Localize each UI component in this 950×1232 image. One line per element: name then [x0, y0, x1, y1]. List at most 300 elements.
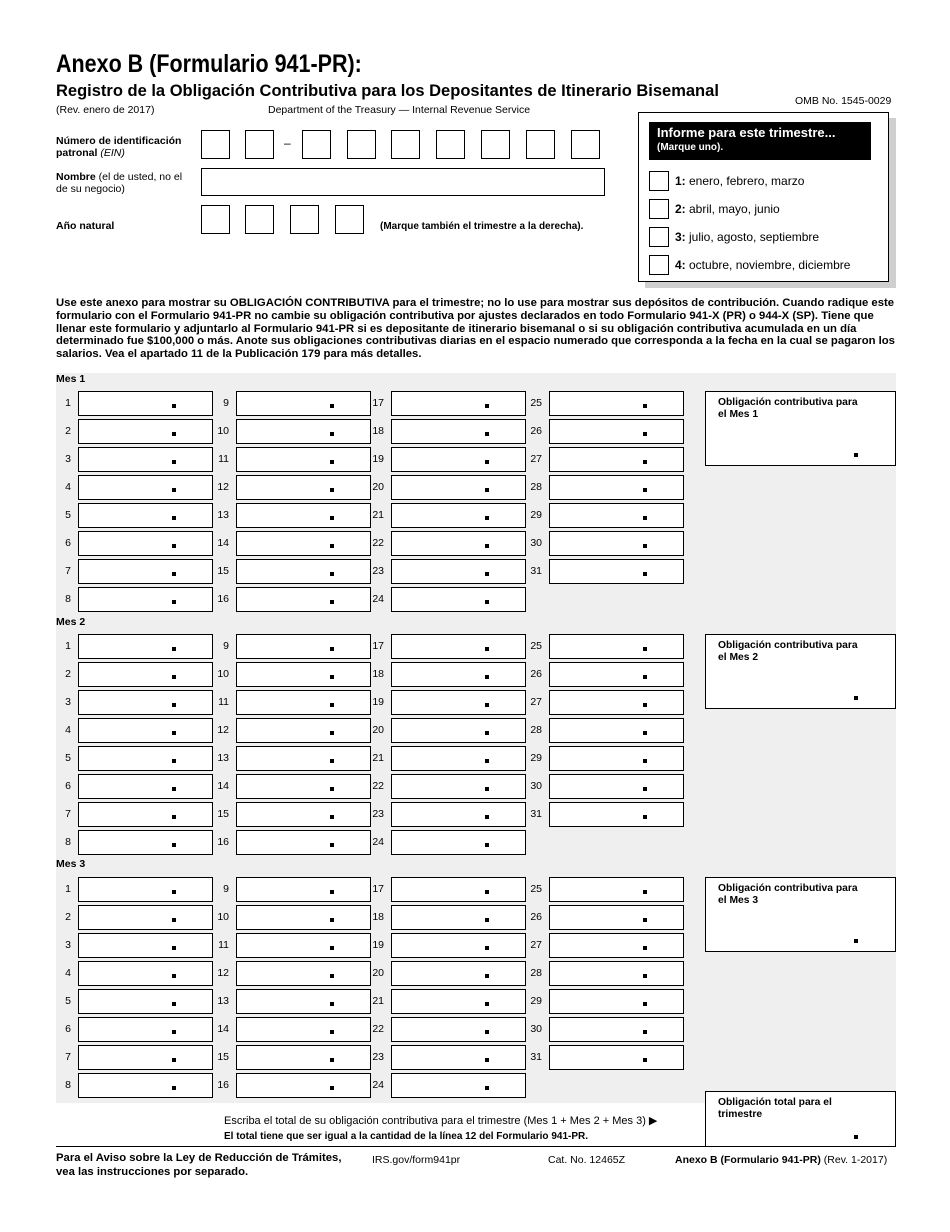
day-amount-input[interactable] — [78, 933, 213, 958]
day-amount-input[interactable] — [391, 877, 526, 902]
ein-digit-input[interactable] — [526, 130, 555, 159]
day-amount-input[interactable] — [78, 447, 213, 472]
day-number: 7 — [65, 808, 71, 820]
quarter-header — [649, 122, 871, 160]
day-amount-input[interactable] — [78, 503, 213, 528]
day-number: 31 — [530, 1051, 542, 1063]
decimal-dot — [330, 843, 334, 847]
day-amount-input[interactable] — [78, 746, 213, 771]
decimal-dot — [485, 974, 489, 978]
decimal-dot — [172, 1030, 176, 1034]
decimal-dot — [854, 696, 858, 700]
day-number: 2 — [65, 668, 71, 680]
day-amount-input[interactable] — [391, 447, 526, 472]
decimal-dot — [330, 404, 334, 408]
day-number: 9 — [223, 640, 229, 652]
day-number: 25 — [530, 640, 542, 652]
decimal-dot — [330, 1030, 334, 1034]
decimal-dot — [643, 946, 647, 950]
day-number: 13 — [217, 995, 229, 1007]
day-amount-input[interactable] — [78, 774, 213, 799]
decimal-dot — [485, 843, 489, 847]
day-number: 24 — [372, 593, 384, 605]
decimal-dot — [485, 572, 489, 576]
decimal-dot — [643, 460, 647, 464]
day-amount-input[interactable] — [236, 587, 371, 612]
day-number: 24 — [372, 836, 384, 848]
decimal-dot — [485, 815, 489, 819]
day-number: 26 — [530, 911, 542, 923]
day-amount-input[interactable] — [391, 559, 526, 584]
total-note: El total tiene que ser igual a la cantidad de la línea 12 del Formulario 941-PR. — [224, 1131, 588, 1142]
decimal-dot — [172, 516, 176, 520]
day-number: 21 — [372, 752, 384, 764]
day-amount-input[interactable] — [236, 1073, 371, 1098]
day-number: 23 — [372, 808, 384, 820]
day-amount-input[interactable] — [391, 531, 526, 556]
decimal-dot — [643, 890, 647, 894]
day-number: 7 — [65, 1051, 71, 1063]
decimal-dot — [172, 404, 176, 408]
year-digit-input[interactable] — [290, 205, 319, 234]
instructions-paragraph: Use este anexo para mostrar su OBLIGACIÓN CONTRIBUTIVA para el trimestre; no lo use para mostrar sus depósitos de contribución. Cuando radique este formulario con el Formulario 941-PR no cambie su obligación contributiva por ajustes declarados en todo Formulario 941-X (PR) o 944-X (SP). Tiene que llenar este formulario y adjuntarlo al Formulario 941-PR si es depositante de itinerario bisemanal o si su obligación contributiva acumulada en un día determinado fue $100,000 o más. Anote sus obligaciones contributivas diarias en el espacio numerado que corresponda a la fecha en la cual se pagaron los salarios. Vea el apartado 11 de la Publicación 179 para más detalles. — [56, 297, 895, 361]
decimal-dot — [485, 516, 489, 520]
quarter-subtitle: (Marque uno). — [657, 142, 724, 153]
day-number: 24 — [372, 1079, 384, 1091]
decimal-dot — [330, 544, 334, 548]
day-amount-input[interactable] — [236, 634, 371, 659]
decimal-dot — [485, 1002, 489, 1006]
decimal-dot — [172, 488, 176, 492]
decimal-dot — [854, 453, 858, 457]
day-amount-input[interactable] — [391, 419, 526, 444]
decimal-dot — [330, 488, 334, 492]
decimal-dot — [854, 939, 858, 943]
decimal-dot — [643, 1002, 647, 1006]
day-amount-input[interactable] — [236, 933, 371, 958]
day-amount-input[interactable] — [236, 503, 371, 528]
day-amount-input[interactable] — [78, 475, 213, 500]
day-number: 23 — [372, 1051, 384, 1063]
day-number: 4 — [65, 481, 71, 493]
day-amount-input[interactable] — [78, 989, 213, 1014]
quarter-checkbox[interactable] — [649, 171, 669, 191]
day-number: 12 — [217, 967, 229, 979]
day-number: 29 — [530, 995, 542, 1007]
day-amount-input[interactable] — [549, 419, 684, 444]
decimal-dot — [643, 918, 647, 922]
ein-digit-input[interactable] — [347, 130, 376, 159]
day-number: 17 — [372, 640, 384, 652]
quarter-checkbox[interactable] — [649, 255, 669, 275]
day-number: 8 — [65, 593, 71, 605]
day-amount-input[interactable] — [391, 961, 526, 986]
day-amount-input[interactable] — [78, 587, 213, 612]
day-number: 14 — [217, 537, 229, 549]
day-number: 3 — [65, 453, 71, 465]
decimal-dot — [485, 675, 489, 679]
decimal-dot — [330, 675, 334, 679]
ein-digit-input[interactable] — [302, 130, 331, 159]
decimal-dot — [643, 488, 647, 492]
day-amount-input[interactable] — [391, 1017, 526, 1042]
day-amount-input[interactable] — [549, 447, 684, 472]
day-amount-input[interactable] — [78, 802, 213, 827]
quarter-title: Informe para este trimestre... — [657, 125, 836, 140]
day-amount-input[interactable] — [391, 830, 526, 855]
quarter-option-4[interactable] — [649, 255, 850, 275]
department: Department of the Treasury — Internal Revenue Service — [268, 104, 531, 116]
day-amount-input[interactable] — [391, 989, 526, 1014]
day-number: 9 — [223, 397, 229, 409]
quarter-checkbox[interactable] — [649, 227, 669, 247]
day-amount-input[interactable] — [236, 961, 371, 986]
decimal-dot — [330, 572, 334, 576]
day-number: 11 — [218, 696, 229, 708]
decimal-dot — [643, 1030, 647, 1034]
day-amount-input[interactable] — [78, 419, 213, 444]
day-amount-input[interactable] — [549, 746, 684, 771]
day-number: 9 — [223, 883, 229, 895]
day-number: 26 — [530, 668, 542, 680]
decimal-dot — [854, 1135, 858, 1139]
day-amount-input[interactable] — [391, 1073, 526, 1098]
decimal-dot — [330, 787, 334, 791]
month-total-input[interactable] — [705, 634, 896, 709]
day-amount-input[interactable] — [78, 905, 213, 930]
day-amount-input[interactable] — [549, 391, 684, 416]
quarter-checkbox[interactable] — [649, 199, 669, 219]
arrow-right-icon: ▶ — [648, 1115, 658, 1127]
quarter-option-label: 1: enero, febrero, marzo — [675, 174, 805, 188]
ein-dash: – — [284, 136, 291, 150]
day-amount-input[interactable] — [78, 1073, 213, 1098]
day-number: 6 — [65, 537, 71, 549]
day-amount-input[interactable] — [549, 877, 684, 902]
day-amount-input[interactable] — [549, 559, 684, 584]
day-number: 6 — [65, 780, 71, 792]
month-total-label: Obligación contributiva para el Mes 1 — [718, 397, 858, 420]
day-amount-input[interactable] — [236, 746, 371, 771]
ein-digit-input[interactable] — [481, 130, 510, 159]
decimal-dot — [330, 432, 334, 436]
day-number: 16 — [217, 1079, 229, 1091]
day-amount-input[interactable] — [236, 718, 371, 743]
day-amount-input[interactable] — [391, 774, 526, 799]
day-number: 3 — [65, 696, 71, 708]
day-number: 19 — [372, 453, 384, 465]
day-amount-input[interactable] — [236, 475, 371, 500]
ein-digit-input[interactable] — [571, 130, 600, 159]
day-number: 5 — [65, 752, 71, 764]
decimal-dot — [172, 815, 176, 819]
form-title: Anexo B (Formulario 941-PR): — [56, 50, 362, 78]
year-digit-input[interactable] — [201, 205, 230, 234]
day-amount-input[interactable] — [236, 447, 371, 472]
day-amount-input[interactable] — [549, 1017, 684, 1042]
day-amount-input[interactable] — [78, 531, 213, 556]
decimal-dot — [172, 974, 176, 978]
month-total-input[interactable] — [705, 391, 896, 466]
decimal-dot — [330, 600, 334, 604]
day-number: 13 — [217, 509, 229, 521]
total-instruction: Escriba el total de su obligación contributiva para el trimestre (Mes 1 + Mes 2 + Mes 3) ▶ — [224, 1115, 658, 1127]
day-number: 4 — [65, 967, 71, 979]
decimal-dot — [485, 946, 489, 950]
decimal-dot — [330, 815, 334, 819]
form-subtitle: Registro de la Obligación Contributiva para los Depositantes de Itinerario Bisemanal — [56, 82, 719, 100]
footer-rule — [56, 1146, 896, 1147]
year-label: Año natural — [56, 220, 115, 232]
decimal-dot — [643, 675, 647, 679]
decimal-dot — [485, 647, 489, 651]
month-label: Mes 3 — [56, 858, 86, 870]
day-amount-input[interactable] — [391, 587, 526, 612]
day-amount-input[interactable] — [391, 690, 526, 715]
day-amount-input[interactable] — [236, 1045, 371, 1070]
day-amount-input[interactable] — [391, 746, 526, 771]
day-number: 15 — [217, 808, 229, 820]
ein-digit-input[interactable] — [245, 130, 274, 159]
decimal-dot — [643, 787, 647, 791]
paperwork-notice: Para el Aviso sobre la Ley de Reducción de Trámites, vea las instrucciones por separado. — [56, 1152, 342, 1178]
ein-digit-input[interactable] — [201, 130, 230, 159]
quarter-option-1[interactable] — [649, 171, 804, 191]
decimal-dot — [485, 1030, 489, 1034]
day-number: 20 — [372, 724, 384, 736]
decimal-dot — [485, 544, 489, 548]
revision-date: (Rev. enero de 2017) — [56, 104, 155, 116]
decimal-dot — [643, 516, 647, 520]
day-number: 2 — [65, 425, 71, 437]
decimal-dot — [330, 731, 334, 735]
day-number: 19 — [372, 939, 384, 951]
day-amount-input[interactable] — [236, 1017, 371, 1042]
day-amount-input[interactable] — [78, 634, 213, 659]
day-number: 27 — [530, 453, 542, 465]
day-amount-input[interactable] — [391, 933, 526, 958]
decimal-dot — [172, 1002, 176, 1006]
decimal-dot — [485, 600, 489, 604]
decimal-dot — [172, 843, 176, 847]
day-number: 3 — [65, 939, 71, 951]
day-number: 12 — [217, 481, 229, 493]
day-amount-input[interactable] — [391, 634, 526, 659]
day-number: 17 — [372, 397, 384, 409]
day-amount-input[interactable] — [549, 503, 684, 528]
day-amount-input[interactable] — [236, 419, 371, 444]
ein-digit-input[interactable] — [391, 130, 420, 159]
day-number: 20 — [372, 481, 384, 493]
day-number: 16 — [217, 593, 229, 605]
day-amount-input[interactable] — [549, 531, 684, 556]
day-number: 28 — [530, 724, 542, 736]
day-amount-input[interactable] — [549, 933, 684, 958]
quarter-option-label: 2: abril, mayo, junio — [675, 202, 780, 216]
decimal-dot — [172, 572, 176, 576]
day-amount-input[interactable] — [391, 475, 526, 500]
day-amount-input[interactable] — [78, 690, 213, 715]
decimal-dot — [330, 703, 334, 707]
decimal-dot — [643, 759, 647, 763]
decimal-dot — [330, 460, 334, 464]
day-amount-input[interactable] — [236, 877, 371, 902]
day-amount-input[interactable] — [78, 391, 213, 416]
day-number: 18 — [372, 425, 384, 437]
day-amount-input[interactable] — [236, 774, 371, 799]
day-number: 30 — [530, 1023, 542, 1035]
day-amount-input[interactable] — [236, 830, 371, 855]
name-input[interactable] — [201, 168, 605, 196]
day-amount-input[interactable] — [391, 662, 526, 687]
day-number: 28 — [530, 481, 542, 493]
day-amount-input[interactable] — [236, 690, 371, 715]
decimal-dot — [485, 787, 489, 791]
day-number: 10 — [217, 668, 229, 680]
month-total-label: Obligación contributiva para el Mes 2 — [718, 640, 858, 663]
day-amount-input[interactable] — [236, 391, 371, 416]
day-amount-input[interactable] — [549, 989, 684, 1014]
day-amount-input[interactable] — [549, 634, 684, 659]
catalog-number: Cat. No. 12465Z — [548, 1154, 626, 1166]
decimal-dot — [330, 890, 334, 894]
day-number: 5 — [65, 995, 71, 1007]
day-amount-input[interactable] — [549, 774, 684, 799]
day-number: 31 — [530, 565, 542, 577]
quarter-selector — [638, 112, 889, 282]
day-number: 23 — [372, 565, 384, 577]
quarter-total-label: Obligación total para el trimestre — [718, 1097, 832, 1120]
day-number: 25 — [530, 883, 542, 895]
day-amount-input[interactable] — [78, 961, 213, 986]
ein-label: Número de identificación patronal (EIN) — [56, 135, 182, 159]
day-amount-input[interactable] — [236, 662, 371, 687]
day-number: 16 — [217, 836, 229, 848]
day-number: 15 — [217, 1051, 229, 1063]
day-number: 5 — [65, 509, 71, 521]
day-amount-input[interactable] — [549, 690, 684, 715]
day-number: 29 — [530, 752, 542, 764]
day-number: 22 — [372, 537, 384, 549]
decimal-dot — [643, 1058, 647, 1062]
decimal-dot — [172, 432, 176, 436]
omb-number: OMB No. 1545-0029 — [795, 95, 892, 107]
decimal-dot — [643, 815, 647, 819]
day-amount-input[interactable] — [78, 1045, 213, 1070]
decimal-dot — [172, 544, 176, 548]
day-amount-input[interactable] — [78, 559, 213, 584]
day-amount-input[interactable] — [391, 391, 526, 416]
day-number: 8 — [65, 836, 71, 848]
day-amount-input[interactable] — [391, 1045, 526, 1070]
decimal-dot — [172, 703, 176, 707]
decimal-dot — [172, 918, 176, 922]
decimal-dot — [330, 974, 334, 978]
month-total-label: Obligación contributiva para el Mes 3 — [718, 883, 858, 906]
day-amount-input[interactable] — [549, 802, 684, 827]
decimal-dot — [330, 759, 334, 763]
decimal-dot — [172, 890, 176, 894]
day-number: 26 — [530, 425, 542, 437]
decimal-dot — [172, 1058, 176, 1062]
day-amount-input[interactable] — [78, 1017, 213, 1042]
day-amount-input[interactable] — [78, 662, 213, 687]
decimal-dot — [330, 918, 334, 922]
decimal-dot — [485, 918, 489, 922]
day-amount-input[interactable] — [391, 718, 526, 743]
day-number: 21 — [372, 509, 384, 521]
day-amount-input[interactable] — [78, 877, 213, 902]
day-amount-input[interactable] — [236, 531, 371, 556]
day-number: 27 — [530, 696, 542, 708]
decimal-dot — [643, 647, 647, 651]
year-digit-input[interactable] — [335, 205, 364, 234]
day-amount-input[interactable] — [549, 961, 684, 986]
day-number: 1 — [65, 397, 71, 409]
day-number: 6 — [65, 1023, 71, 1035]
quarter-option-3[interactable] — [649, 227, 819, 247]
day-amount-input[interactable] — [391, 503, 526, 528]
quarter-option-label: 4: octubre, noviembre, diciembre — [675, 258, 851, 272]
day-number: 15 — [217, 565, 229, 577]
irs-url: IRS.gov/form941pr — [372, 1154, 461, 1166]
decimal-dot — [643, 544, 647, 548]
day-number: 14 — [217, 780, 229, 792]
day-amount-input[interactable] — [236, 559, 371, 584]
day-number: 2 — [65, 911, 71, 923]
day-number: 20 — [372, 967, 384, 979]
decimal-dot — [643, 404, 647, 408]
decimal-dot — [172, 675, 176, 679]
day-number: 30 — [530, 780, 542, 792]
ein-digit-input[interactable] — [436, 130, 465, 159]
day-amount-input[interactable] — [236, 802, 371, 827]
day-number: 22 — [372, 1023, 384, 1035]
name-label: Nombre (el de usted, no el de su negocio) — [56, 171, 183, 195]
day-number: 18 — [372, 911, 384, 923]
decimal-dot — [172, 1086, 176, 1090]
day-number: 30 — [530, 537, 542, 549]
day-number: 18 — [372, 668, 384, 680]
day-amount-input[interactable] — [236, 989, 371, 1014]
day-number: 12 — [217, 724, 229, 736]
decimal-dot — [485, 460, 489, 464]
decimal-dot — [485, 404, 489, 408]
day-amount-input[interactable] — [549, 905, 684, 930]
day-amount-input[interactable] — [549, 662, 684, 687]
decimal-dot — [172, 731, 176, 735]
quarter-total-input[interactable] — [705, 1091, 896, 1147]
day-amount-input[interactable] — [549, 1045, 684, 1070]
year-digit-input[interactable] — [245, 205, 274, 234]
day-number: 4 — [65, 724, 71, 736]
day-amount-input[interactable] — [236, 905, 371, 930]
day-number: 17 — [372, 883, 384, 895]
day-amount-input[interactable] — [78, 830, 213, 855]
decimal-dot — [485, 703, 489, 707]
day-amount-input[interactable] — [391, 905, 526, 930]
day-amount-input[interactable] — [549, 475, 684, 500]
day-amount-input[interactable] — [78, 718, 213, 743]
month-label: Mes 2 — [56, 616, 86, 628]
day-number: 1 — [65, 883, 71, 895]
day-amount-input[interactable] — [549, 718, 684, 743]
month-total-input[interactable] — [705, 877, 896, 952]
decimal-dot — [643, 432, 647, 436]
day-number: 29 — [530, 509, 542, 521]
quarter-option-2[interactable] — [649, 199, 780, 219]
day-amount-input[interactable] — [391, 802, 526, 827]
